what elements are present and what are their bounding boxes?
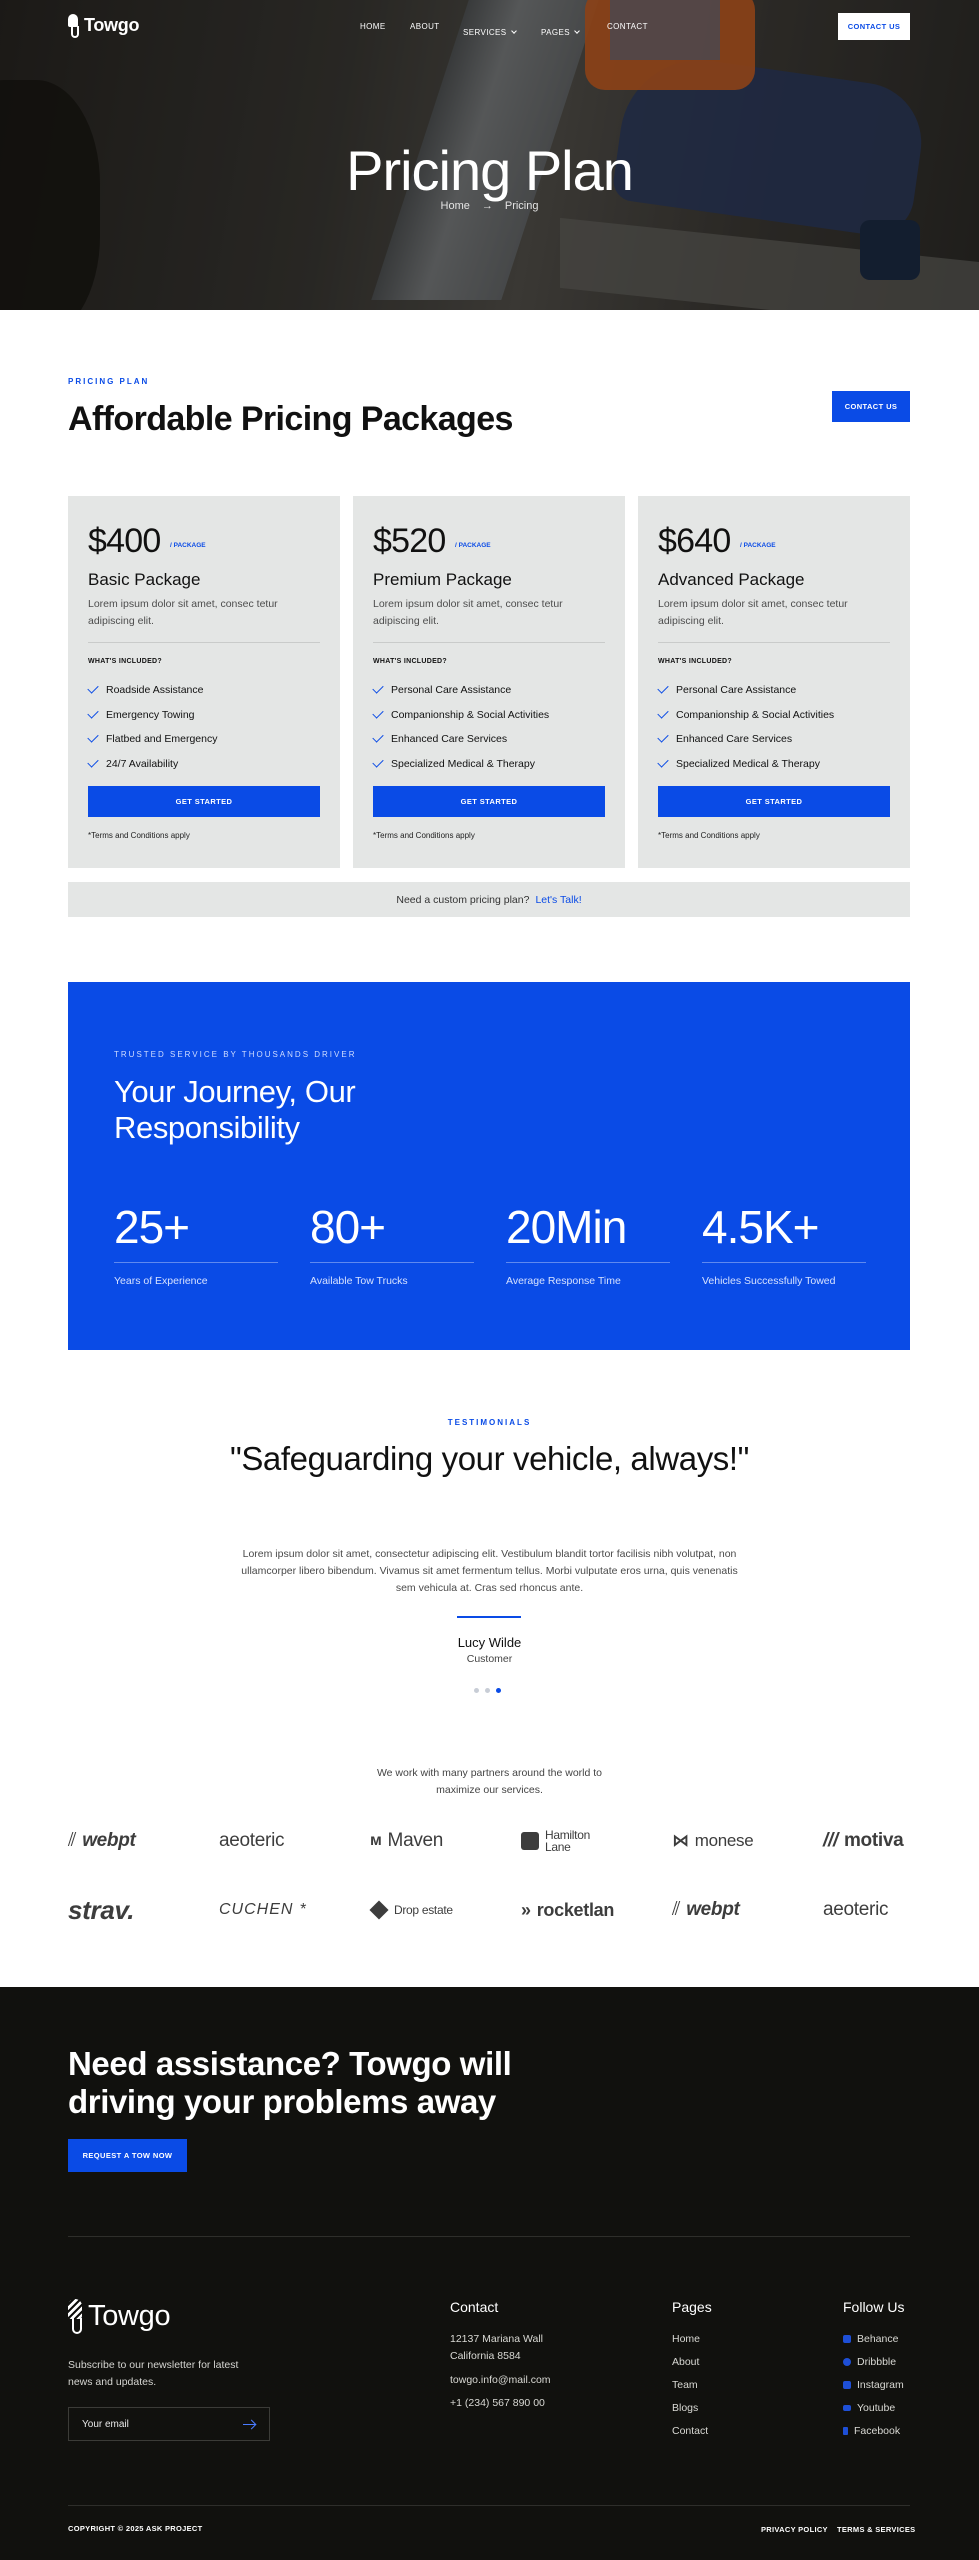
behance-icon <box>843 2335 851 2343</box>
newsletter-email-input[interactable] <box>68 2407 270 2441</box>
feature-item <box>658 752 834 777</box>
social-heading: Follow Us <box>843 2299 905 2315</box>
dribbble-icon <box>843 2358 851 2366</box>
check-icon <box>657 683 668 694</box>
nav-pages[interactable] <box>541 22 579 40</box>
partner-name: rocketlan <box>536 1899 615 1920</box>
feature-item <box>373 727 549 752</box>
social-dribbble[interactable] <box>843 2356 896 2368</box>
plan-per-label: / PACKAGE <box>455 542 491 549</box>
star-icon: * <box>299 1901 307 1918</box>
brand-name: Towgo <box>84 14 140 35</box>
check-icon <box>87 732 98 743</box>
feature-label: Emergency Towing <box>106 708 195 721</box>
contact-address-1: 12137 Mariana Wall <box>450 2333 543 2345</box>
feature-label: 24/7 Availability <box>106 757 179 770</box>
partner-name: strav. <box>68 1894 135 1925</box>
plan-per-label: / PACKAGE <box>740 542 776 549</box>
nav-services-label: SERVICES <box>463 28 507 37</box>
footer-title: Need assistance? Towgo will driving your problems away <box>68 2045 512 2120</box>
partner-name: aeoteric <box>823 1899 889 1920</box>
social-instagram[interactable] <box>843 2379 904 2391</box>
webpt-mark-icon: ⫽ <box>672 1899 681 1920</box>
stat-item <box>506 1200 670 1287</box>
contact-heading: Contact <box>450 2299 499 2315</box>
partner-name: webpt <box>82 1830 136 1851</box>
partner-name: CUCHEN <box>219 1901 294 1918</box>
newsletter-text: Subscribe to our newsletter for latest news and updates. <box>68 2359 239 2388</box>
terms-services-link[interactable]: TERMS & SERVICES <box>837 2525 916 2534</box>
pricing-card-premium <box>353 496 625 868</box>
social-label: Facebook <box>854 2425 901 2437</box>
feature-label: Enhanced Care Services <box>391 733 508 746</box>
breadcrumb <box>0 200 979 212</box>
feature-item <box>658 727 834 752</box>
lets-talk-link[interactable]: Let's Talk! <box>535 893 582 906</box>
partner-name: aeoteric <box>219 1830 285 1851</box>
feature-item <box>88 727 217 752</box>
check-icon <box>657 756 668 767</box>
plan-name: Basic Package <box>88 570 201 589</box>
breadcrumb-home[interactable]: Home <box>440 200 470 212</box>
arrow-right-icon[interactable] <box>243 2424 255 2425</box>
social-label: Behance <box>857 2333 899 2345</box>
partner-name: monese <box>694 1831 754 1850</box>
email-placeholder: Your email <box>82 2418 129 2430</box>
get-started-button[interactable]: GET STARTED <box>658 786 890 817</box>
stat-item <box>702 1200 866 1287</box>
footer-link-contact[interactable]: Contact <box>672 2425 709 2437</box>
get-started-button[interactable]: GET STARTED <box>373 786 605 817</box>
chevron-down-icon <box>511 28 517 34</box>
maven-mark-icon: ᴍ <box>370 1832 382 1849</box>
nav-pages-label: PAGES <box>541 28 570 37</box>
plan-description: Lorem ipsum dolor sit amet, consec tetur adipiscing elit. <box>373 598 563 627</box>
pricing-eyebrow: PRICING PLAN <box>68 377 150 386</box>
feature-item <box>88 678 217 703</box>
stat-item <box>114 1200 278 1287</box>
stat-value: 20Min <box>506 1201 627 1253</box>
check-icon <box>657 707 668 718</box>
divider <box>373 642 605 643</box>
pricing-contact-button[interactable]: CONTACT US <box>832 391 910 422</box>
youtube-icon <box>843 2405 851 2411</box>
custom-plan-bar <box>68 882 910 917</box>
plan-per-label: / PACKAGE <box>170 542 206 549</box>
check-icon <box>372 756 383 767</box>
feature-item <box>373 703 549 728</box>
feature-label: Enhanced Care Services <box>676 733 793 746</box>
partner-name: Drop estate <box>394 1903 453 1917</box>
footer-link-team[interactable]: Team <box>672 2379 698 2391</box>
partner-logo <box>68 1895 134 1925</box>
feature-label: Roadside Assistance <box>106 684 204 697</box>
social-label: Youtube <box>857 2402 896 2414</box>
contact-phone[interactable]: +1 (234) 567 890 00 <box>450 2397 545 2409</box>
hamilton-mark-icon <box>521 1832 539 1850</box>
facebook-icon <box>843 2427 848 2435</box>
stat-label: Years of Experience <box>114 1275 208 1287</box>
partner-logo <box>672 1826 753 1856</box>
stats-section <box>68 982 910 1350</box>
footer-link-home[interactable]: Home <box>672 2333 701 2345</box>
included-label: WHAT'S INCLUDED? <box>373 658 447 665</box>
feature-label: Flatbed and Emergency <box>106 733 218 746</box>
pricing-card-basic <box>68 496 340 868</box>
check-icon <box>87 683 98 694</box>
copyright: COPYRIGHT © 2025 ASK PROJECT <box>68 2524 203 2533</box>
feature-label: Specialized Medical & Therapy <box>676 757 820 770</box>
feature-label: Personal Care Assistance <box>676 684 797 697</box>
header-contact-button[interactable]: CONTACT US <box>838 13 910 40</box>
get-started-button[interactable]: GET STARTED <box>88 786 320 817</box>
plan-name: Advanced Package <box>658 570 805 589</box>
stat-value: 25+ <box>114 1201 190 1253</box>
feature-item <box>373 752 549 777</box>
terms-note: *Terms and Conditions apply <box>88 831 190 840</box>
partner-name: Hamilton Lane <box>545 1828 590 1854</box>
request-tow-button[interactable]: REQUEST A TOW NOW <box>68 2139 187 2172</box>
pages-heading: Pages <box>672 2299 712 2315</box>
feature-list <box>88 678 217 776</box>
plan-price: $520 <box>373 522 446 560</box>
partner-name: Maven <box>387 1830 444 1851</box>
feature-list <box>373 678 549 776</box>
divider <box>68 2236 910 2237</box>
drop-estate-mark-icon <box>369 1900 388 1919</box>
divider <box>702 1262 866 1263</box>
terms-note: *Terms and Conditions apply <box>658 831 760 840</box>
nav-about[interactable]: ABOUT <box>410 22 440 31</box>
custom-plan-text: Need a custom pricing plan? <box>396 893 530 906</box>
plan-price: $400 <box>88 522 161 560</box>
monese-mark-icon: ⋈ <box>672 1831 689 1850</box>
privacy-policy-link[interactable]: PRIVACY POLICY <box>761 2525 828 2534</box>
social-youtube[interactable] <box>843 2402 895 2414</box>
partner-logo <box>370 1895 453 1925</box>
plan-description: Lorem ipsum dolor sit amet, consec tetur adipiscing elit. <box>658 598 848 627</box>
partner-logo <box>823 1826 903 1856</box>
social-label: Instagram <box>857 2379 904 2391</box>
brand-logo[interactable] <box>68 14 139 36</box>
pricing-card-advanced <box>638 496 910 868</box>
stat-value: 4.5K+ <box>702 1201 819 1253</box>
testimonial-body: Lorem ipsum dolor sit amet, consectetur adipiscing elit. Vestibulum blandit tortor facilisis nibh volutpat, non ullamcorper libero bibendum. Vivamus sit amet fermentum tellus. Morbi vulputate eros urna, quis venenatis sem vehicula at. Cras sed rhoncus ante. <box>241 1548 738 1594</box>
testimonial-role: Customer <box>466 1653 513 1665</box>
stat-item <box>310 1200 474 1287</box>
footer-link-blogs[interactable]: Blogs <box>672 2402 699 2414</box>
social-facebook[interactable] <box>843 2425 900 2437</box>
check-icon <box>87 756 98 767</box>
partners-intro: We work with many partners around the world to maximize our services. <box>376 1767 603 1796</box>
social-behance[interactable] <box>843 2333 898 2345</box>
contact-email[interactable]: towgo.info@mail.com <box>450 2374 551 2386</box>
breadcrumb-separator: → <box>481 200 493 212</box>
divider <box>310 1262 474 1263</box>
stat-value: 80+ <box>310 1201 386 1253</box>
check-icon <box>657 732 668 743</box>
footer-link-about[interactable]: About <box>672 2356 700 2368</box>
nav-contact[interactable]: CONTACT <box>607 22 648 31</box>
stats-title: Your Journey, Our Responsibility <box>114 1074 356 1145</box>
divider <box>658 642 890 643</box>
partner-logo <box>823 1895 888 1925</box>
carousel-dot[interactable] <box>474 1688 479 1693</box>
feature-item <box>88 703 217 728</box>
towhook-icon <box>68 14 78 36</box>
check-icon <box>372 732 383 743</box>
brand-name: Towgo <box>88 2299 171 2332</box>
instagram-icon <box>843 2381 851 2389</box>
stats-eyebrow: TRUSTED SERVICE BY THOUSANDS DRIVER <box>114 1050 357 1059</box>
feature-list <box>658 678 834 776</box>
feature-item <box>88 752 217 777</box>
divider <box>88 642 320 643</box>
partner-logo <box>219 1826 284 1856</box>
chevron-down-icon <box>574 28 580 34</box>
divider <box>68 2505 910 2506</box>
partner-logo <box>672 1895 740 1925</box>
carousel-dot[interactable] <box>485 1688 490 1693</box>
divider <box>506 1262 670 1263</box>
partner-logo <box>219 1895 307 1925</box>
testimonial-quote: "Safeguarding your vehicle, always!" <box>230 1440 749 1477</box>
plan-name: Premium Package <box>373 570 512 589</box>
breadcrumb-current: Pricing <box>504 200 539 212</box>
stat-label: Vehicles Successfully Towed <box>702 1275 836 1287</box>
feature-label: Specialized Medical & Therapy <box>391 757 535 770</box>
testimonial-name: Lucy Wilde <box>457 1635 522 1650</box>
included-label: WHAT'S INCLUDED? <box>88 658 162 665</box>
partner-name: webpt <box>686 1899 740 1920</box>
carousel-dot-active[interactable] <box>496 1688 501 1693</box>
stat-label: Average Response Time <box>506 1275 621 1287</box>
partner-logo <box>68 1826 136 1856</box>
feature-item <box>373 678 549 703</box>
check-icon <box>372 707 383 718</box>
footer-logo[interactable] <box>68 2299 170 2333</box>
feature-item <box>658 703 834 728</box>
feature-item <box>658 678 834 703</box>
towhook-icon <box>68 2299 82 2333</box>
terms-note: *Terms and Conditions apply <box>373 831 475 840</box>
divider <box>114 1262 278 1263</box>
partner-name: motiva <box>843 1830 904 1851</box>
partner-logo <box>370 1826 443 1856</box>
divider <box>457 1616 521 1618</box>
feature-label: Companionship & Social Activities <box>391 708 550 721</box>
webpt-mark-icon: ⫽ <box>68 1830 77 1851</box>
check-icon <box>87 707 98 718</box>
nav-home[interactable]: HOME <box>360 22 386 31</box>
carousel-dots <box>474 1688 501 1693</box>
contact-address-2: California 8584 <box>450 2350 521 2362</box>
social-label: Dribbble <box>857 2356 897 2368</box>
stat-label: Available Tow Trucks <box>310 1275 408 1287</box>
pricing-title: Affordable Pricing Packages <box>68 400 513 438</box>
testimonial-eyebrow: TESTIMONIALS <box>447 1418 532 1427</box>
motiva-mark-icon: /// <box>823 1830 838 1851</box>
site-footer <box>0 1987 979 2560</box>
check-icon <box>372 683 383 694</box>
partner-logo <box>521 1826 607 1856</box>
page-title: Pricing Plan <box>346 139 633 202</box>
partner-logo <box>521 1895 614 1925</box>
feature-label: Companionship & Social Activities <box>676 708 835 721</box>
rocketlan-mark-icon: » <box>521 1899 531 1920</box>
nav-services[interactable] <box>463 22 516 40</box>
plan-description: Lorem ipsum dolor sit amet, consec tetur adipiscing elit. <box>88 598 278 627</box>
plan-price: $640 <box>658 522 731 560</box>
feature-label: Personal Care Assistance <box>391 684 512 697</box>
included-label: WHAT'S INCLUDED? <box>658 658 732 665</box>
